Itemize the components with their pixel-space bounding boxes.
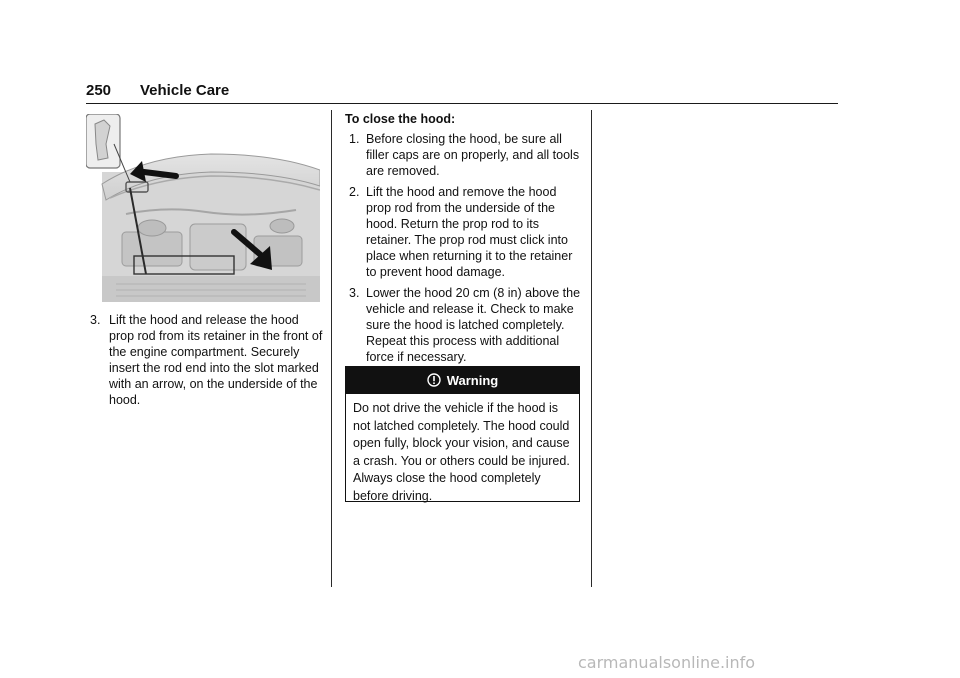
step-text: Lift the hood and release the hood prop rod from its retainer in the front of the engine compartment. Securely insert the rod end into the slot marked with an arrow, on the underside of the hood. (109, 313, 323, 407)
step-item (345, 131, 581, 179)
page-number: 250 (86, 82, 112, 99)
step-item (345, 285, 581, 365)
column-divider-right (591, 110, 592, 587)
step-text: Before closing the hood, be sure all filler caps are on properly, and all tools are removed. (366, 132, 580, 178)
warning-header (346, 367, 579, 394)
left-column (86, 312, 324, 408)
warning-box (345, 366, 580, 502)
right-column (345, 111, 581, 370)
column-divider-left (331, 110, 332, 587)
step-number: 2. (349, 185, 360, 199)
step-number: 3. (90, 313, 101, 327)
step-number: 3. (349, 286, 360, 300)
warning-text: Do not drive the vehicle if the hood is not latched completely. The hood could open fully, block your vision, and cause a crash. You or others could be injured. Always close the hood completely before driving. (353, 401, 570, 503)
step-item (345, 184, 581, 280)
close-hood-subheading: To close the hood: (345, 112, 456, 126)
hood-prop-illustration (86, 114, 320, 302)
step-text: Lower the hood 20 cm (8 in) above the vehicle and release it. Check to make sure the hood is latched completely. Repeat this process with additional force if necessary. (366, 286, 581, 364)
section-title: Vehicle Care (140, 82, 230, 99)
warning-icon (427, 369, 441, 383)
watermark: carmanualsonline.info (578, 653, 756, 672)
step-number: 1. (349, 132, 360, 146)
step-text: Lift the hood and remove the hood prop rod from the underside of the hood. Return the prop rod to its retainer. The prop rod must click into place when returning it to the retainer to prevent hood damage. (366, 185, 573, 279)
step-item (86, 312, 324, 408)
header-rule (86, 103, 838, 104)
warning-title: Warning (446, 373, 499, 388)
page-header (86, 82, 838, 104)
